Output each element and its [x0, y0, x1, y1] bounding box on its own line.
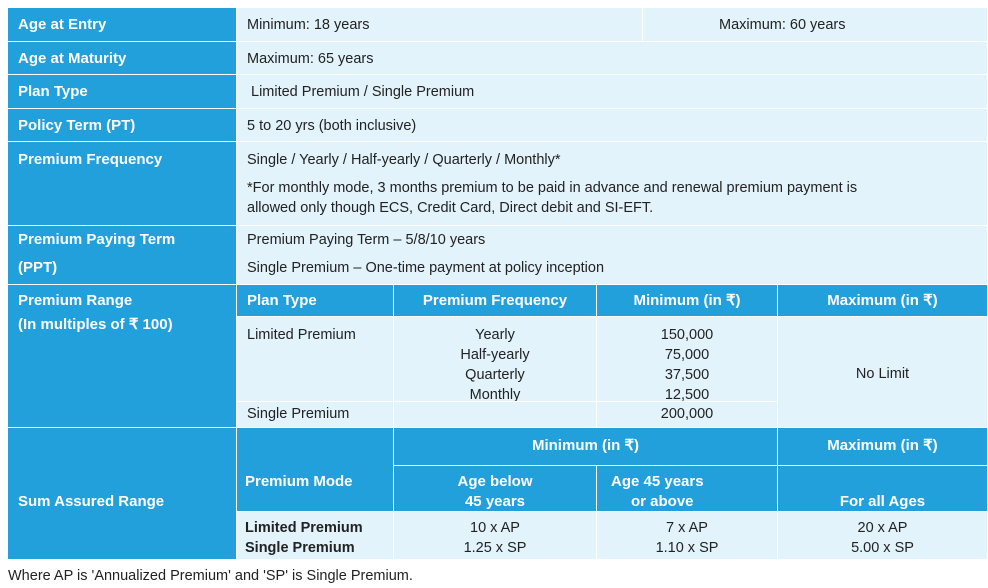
- pr-single-frequency-cell: [394, 402, 597, 428]
- policy-term-value-cell: [237, 109, 988, 142]
- sa-min-header-cell: [394, 428, 778, 466]
- sa-limited-mode: Limited Premium: [245, 520, 363, 536]
- sa-below-values-cell: [394, 512, 597, 560]
- sa-limited-below: 10 x AP: [470, 520, 520, 536]
- sa-age-below-line2: 45 years: [464, 493, 526, 510]
- plan-type-value-cell: [237, 75, 988, 109]
- plan-type-label: Plan Type: [18, 83, 88, 100]
- pr-single-minimum-cell: [597, 402, 778, 428]
- pr-header-maximum: [778, 285, 988, 317]
- ppt-label-line2: (PPT): [18, 259, 58, 276]
- sa-single-mode: Single Premium: [245, 540, 355, 556]
- sa-max-header-cell: [778, 428, 988, 466]
- pr-minimum-yearly: 150,000: [660, 327, 714, 343]
- age-entry-max-cell: [643, 8, 988, 42]
- pr-single-plan-cell: [237, 402, 394, 428]
- sa-limited-above: 7 x AP: [666, 520, 708, 536]
- premium-range-label-line2: (In multiples of ₹ 100): [18, 316, 173, 333]
- sa-max-header: Maximum (in ₹): [827, 437, 938, 454]
- pr-frequency-half-yearly: Half-yearly: [460, 347, 530, 363]
- sa-mode-header: Premium Mode: [245, 473, 353, 490]
- premium-range-label-cell: [8, 285, 237, 428]
- premium-frequency-label-cell: [8, 142, 237, 226]
- age-maturity-value-cell: [237, 42, 988, 75]
- plan-type-value: Limited Premium / Single Premium: [251, 84, 475, 100]
- sa-above-values-cell: [597, 512, 778, 560]
- age-entry-label: Age at Entry: [18, 16, 107, 33]
- pr-minimum-quarterly: 37,500: [664, 367, 710, 383]
- sa-limited-all: 20 x AP: [857, 520, 908, 536]
- pr-header-minimum: [597, 285, 778, 317]
- sa-all-ages: For all Ages: [839, 493, 926, 510]
- premium-frequency-label: Premium Frequency: [18, 151, 163, 168]
- sa-mode-values-cell: [237, 512, 394, 560]
- premium-range-label-line1: Premium Range: [18, 292, 133, 309]
- age-maturity-value: Maximum: 65 years: [247, 51, 374, 67]
- sa-all-values-cell: [778, 512, 988, 560]
- sa-single-above: 1.10 x SP: [655, 540, 719, 556]
- premium-frequency-value-cell: [237, 142, 988, 226]
- pr-minimum-half-yearly: 75,000: [664, 347, 710, 363]
- sa-age-above-line1: Age 45 years: [611, 473, 704, 490]
- pr-single-minimum: 200,000: [660, 406, 714, 422]
- sa-age-above-cell: [597, 466, 778, 512]
- sum-assured-label: Sum Assured Range: [18, 493, 165, 510]
- pr-header-plan-type: [237, 285, 394, 317]
- premium-frequency-note-line1: *For monthly mode, 3 months premium to be paid in advance and renewal premium payment is: [247, 180, 858, 196]
- sa-single-below: 1.25 x SP: [463, 540, 527, 556]
- ppt-line1: Premium Paying Term – 5/8/10 years: [247, 232, 486, 248]
- pr-header-minimum-text: Minimum (in ₹): [633, 292, 741, 309]
- pr-max-value: No Limit: [855, 366, 910, 382]
- ppt-line2: Single Premium – One-time payment at policy inception: [247, 260, 605, 276]
- sa-age-below-line1: Age below: [457, 473, 533, 490]
- footnote: Where AP is 'Annualized Premium' and 'SP' is Single Premium.: [8, 568, 413, 584]
- age-maturity-label: Age at Maturity: [18, 50, 127, 67]
- policy-term-label: Policy Term (PT): [18, 117, 136, 134]
- pr-header-frequency-text: Premium Frequency: [422, 292, 568, 309]
- policy-term-label-cell: [8, 109, 237, 142]
- sa-age-below-cell: [394, 466, 597, 512]
- pr-header-frequency: [394, 285, 597, 317]
- pr-header-plan-type-text: Plan Type: [247, 292, 317, 309]
- pr-frequency-monthly: Monthly: [469, 387, 521, 402]
- pr-frequency-yearly: Yearly: [475, 327, 515, 343]
- age-maturity-label-cell: [8, 42, 237, 75]
- policy-term-value: 5 to 20 yrs (both inclusive): [247, 118, 417, 134]
- age-entry-min-cell: [237, 8, 643, 42]
- pr-limited-plan: Limited Premium: [247, 327, 356, 343]
- sum-assured-label-cell: [8, 428, 237, 560]
- age-entry-min: Minimum: 18 years: [247, 17, 370, 33]
- pr-limited-plan-cell: [237, 317, 394, 402]
- age-entry-label-cell: [8, 8, 237, 42]
- pr-header-maximum-text: Maximum (in ₹): [827, 292, 938, 309]
- age-entry-max: Maximum: 60 years: [719, 17, 846, 33]
- pr-single-plan: Single Premium: [247, 406, 350, 422]
- sa-age-above-line2: or above: [631, 493, 694, 510]
- pr-limited-frequencies-cell: [394, 317, 597, 402]
- sa-mode-header-cell: [237, 428, 394, 512]
- premium-frequency-note-line2: allowed only though ECS, Credit Card, Direct debit and SI-EFT.: [247, 200, 654, 216]
- ppt-value-cell: [237, 226, 988, 285]
- sa-all-ages-cell: [778, 466, 988, 512]
- pr-limited-minimums-cell: [597, 317, 778, 402]
- sa-min-header: Minimum (in ₹): [531, 437, 640, 454]
- plan-type-label-cell: [8, 75, 237, 109]
- premium-frequency-value: Single / Yearly / Half-yearly / Quarterly / Monthly*: [247, 152, 561, 168]
- pr-frequency-quarterly: Quarterly: [465, 367, 525, 383]
- pr-max-cell: [778, 317, 988, 428]
- ppt-label-line1: Premium Paying Term: [18, 231, 176, 248]
- sa-single-all: 5.00 x SP: [851, 540, 914, 556]
- ppt-label-cell: [8, 226, 237, 285]
- pr-minimum-monthly: 12,500: [664, 387, 710, 402]
